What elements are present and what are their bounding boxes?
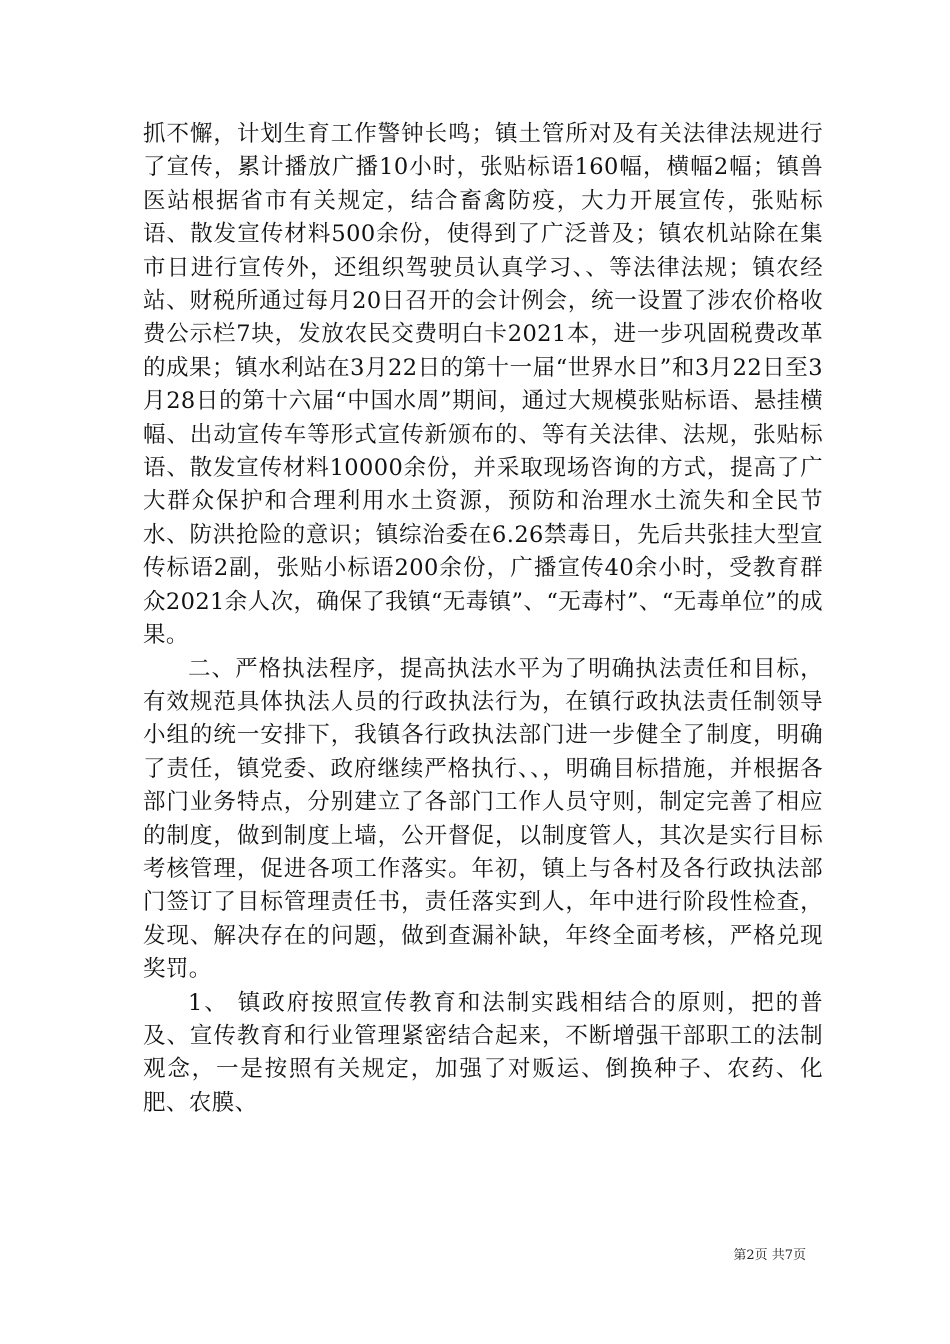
- document-body: [143, 118, 823, 1120]
- paragraph-2: 二、严格执法程序，提高执法水平为了明确执法责任和目标，有效规范具体执法人员的行政执法行为，在镇行政执法责任制领导小组的统一安排下，我镇各行政执法部门进一步健全了制度，明确了责任，镇党委、政府继续严格执行、、，明确目标措施，并根据各部门业务特点，分别建立了各部门工作人员守则，制定完善了相应的制度，做到制度上墙，公开督促，以制度管人，其次是实行目标考核管理，促进各项工作落实。年初，镇上与各村及各行政执法部门签订了目标管理责任书，责任落实到人，年中进行阶段性检查，发现、解决存在的问题，做到查漏补缺，年终全面考核，严格兑现奖罚。: [143, 655, 823, 983]
- paragraph-3: 1、 镇政府按照宣传教育和法制实践相结合的原则，把的普及、宣传教育和行业管理紧密结合起来，不断增强干部职工的法制观念，一是按照有关规定，加强了对贩运、倒换种子、农药、化肥、农膜、: [143, 989, 823, 1116]
- paragraph-1: 抓不懈，计划生育工作警钟长鸣；镇土管所对及有关法律法规进行了宣传，累计播放广播10小时，张贴标语160幅，横幅2幅；镇兽医站根据省市有关规定，结合畜禽防疫，大力开展宣传，张贴标语、散发宣传材料500余份，使得到了广泛普及；镇农机站除在集市日进行宣传外，还组织驾驶员认真学习、、等法律法规；镇农经站、财税所通过每月20日召开的会计例会，统一设置了涉农价格收费公示栏7块，发放农民交费明白卡2021本，进一步巩固税费改革的成果；镇水利站在3月22日的第十一届“世界水日”和3月22日至3月28日的第十六届“中国水周”期间，通过大规模张贴标语、悬挂横幅、出动宣传车等形式宣传新颁布的、等有关法律、法规，张贴标语、散发宣传材料10000余份，并采取现场咨询的方式，提高了广大群众保护和合理利用水土资源，预防和治理水土流失和全民节水、防洪抢险的意识；镇综治委在6.26禁毒日，先后共张挂大型宣传标语2副，张贴小标语200余份，广播宣传40余小时，受教育群众2021余人次，确保了我镇“无毒镇”、“无毒村”、“无毒单位”的成果。: [143, 121, 823, 649]
- page-number: 第2页 共7页: [733, 1248, 806, 1263]
